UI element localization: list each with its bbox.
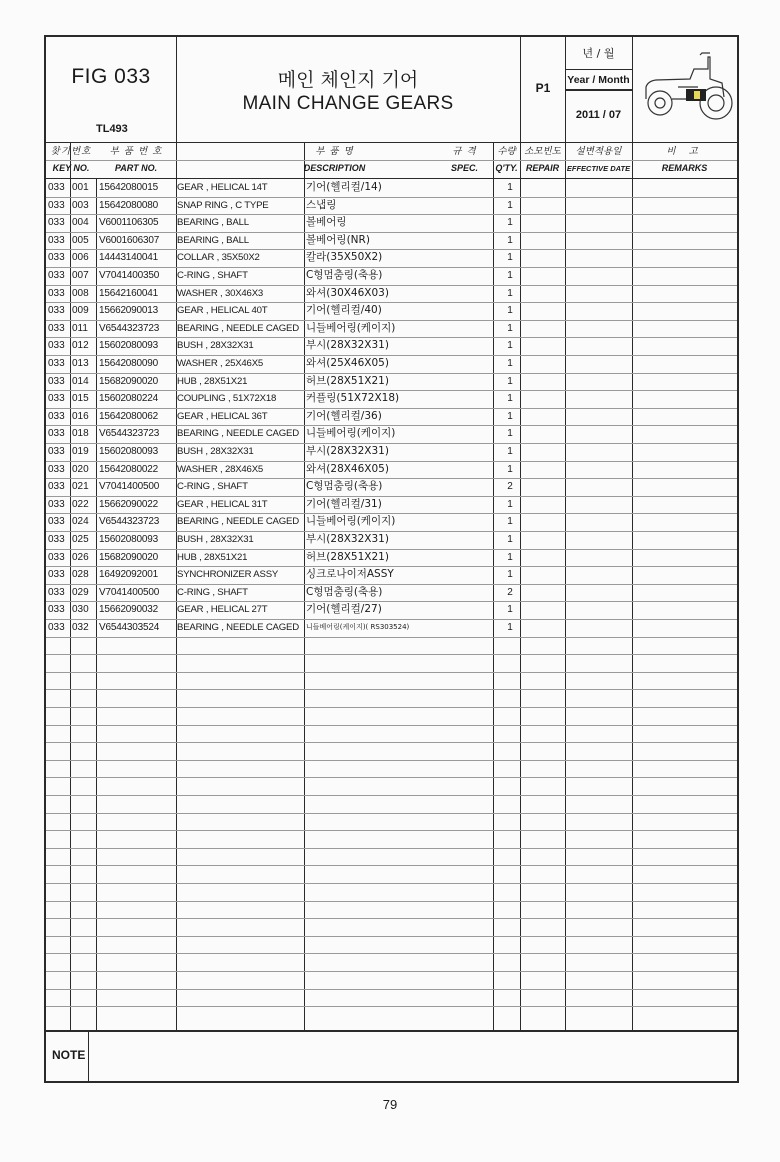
description: SNAP RING , C TYPE <box>177 199 269 211</box>
fig-no: 033 <box>48 375 65 387</box>
key-no: 022 <box>72 498 89 510</box>
part-number: 15602080224 <box>99 393 158 405</box>
fig-no: 033 <box>48 498 65 510</box>
part-number: V6001106305 <box>99 217 159 229</box>
title-korean: 메인 체인지 기어 <box>277 69 419 91</box>
description: COUPLING , 51X72X18 <box>177 393 277 405</box>
key-no: 021 <box>72 481 89 493</box>
table-row <box>46 320 737 338</box>
note-label: NOTE <box>52 1048 86 1062</box>
table-row <box>46 566 737 584</box>
table-row <box>46 373 737 391</box>
description-korean: 칼라(35X50X2) <box>306 251 383 264</box>
description: BEARING , BALL <box>177 234 249 246</box>
description-korean: 니들베어링(케이지) <box>306 427 396 440</box>
description: C-RING , SHAFT <box>177 481 248 493</box>
description-korean: 볼베어링(NR) <box>306 233 370 246</box>
table-row <box>46 531 737 549</box>
table-row <box>46 285 737 303</box>
col-key: 찾기번호 KEY NO. <box>50 146 92 173</box>
fig-no: 033 <box>48 234 65 246</box>
page-code: P1 <box>535 81 551 95</box>
quantity: 2 <box>507 481 513 493</box>
fig-no: 033 <box>48 516 65 528</box>
quantity: 1 <box>507 305 513 317</box>
quantity: 1 <box>507 287 513 299</box>
table-row <box>46 197 737 215</box>
fig-no: 033 <box>48 481 65 493</box>
part-number: 15682090020 <box>99 375 158 387</box>
quantity: 1 <box>507 534 513 545</box>
part-number: 15642080015 <box>99 182 158 193</box>
table-row <box>46 496 737 514</box>
description: BUSH , 28X32X31 <box>177 534 254 545</box>
quantity: 1 <box>507 463 513 475</box>
quantity: 1 <box>507 622 513 633</box>
key-no: 004 <box>72 217 89 229</box>
title-english: MAIN CHANGE GEARS <box>242 93 454 114</box>
fig-no: 033 <box>48 182 65 193</box>
part-number: V7041400500 <box>99 586 160 598</box>
quantity: 1 <box>507 498 513 510</box>
table-row <box>46 302 737 320</box>
col-remarks: 비 고 REMARKS <box>661 146 708 173</box>
description: BEARING , NEEDLE CAGED <box>177 622 299 633</box>
key-no: 030 <box>72 604 89 616</box>
fig-no: 033 <box>48 604 65 616</box>
table-row <box>46 513 737 531</box>
fig-no: 033 <box>48 569 65 581</box>
description-korean: 부시(28X32X31) <box>306 339 389 352</box>
table-row <box>46 214 737 232</box>
description: WASHER , 25X46X5 <box>177 358 264 369</box>
description-korean: 허브(28X51X21) <box>306 550 389 563</box>
description-korean: C형멈춤링(축용) <box>306 585 383 598</box>
quantity: 1 <box>507 270 513 281</box>
description: WASHER , 30X46X3 <box>177 287 264 299</box>
key-no: 014 <box>72 375 89 387</box>
description: HUB , 28X51X21 <box>177 375 248 387</box>
part-number: 15602080093 <box>99 446 158 457</box>
description-korean: 부시(28X32X31) <box>306 445 389 457</box>
key-no: 026 <box>72 551 89 563</box>
fig-no: 033 <box>48 534 65 545</box>
description-korean: 커플링(51X72X18) <box>306 392 400 405</box>
quantity: 1 <box>507 604 513 616</box>
parts-table <box>46 179 737 1030</box>
description-korean: 니들베어링(케이지)( RS303524) <box>306 623 410 631</box>
table-row <box>46 443 737 461</box>
part-number: 14443140041 <box>99 252 158 264</box>
description: BEARING , NEEDLE CAGED <box>177 322 299 334</box>
fig-no: 033 <box>48 393 65 405</box>
description: BEARING , NEEDLE CAGED <box>177 516 299 528</box>
description: C-RING , SHAFT <box>177 270 248 281</box>
fig-no: 033 <box>48 322 65 334</box>
parts-sheet <box>44 35 739 1083</box>
part-number: 15662090032 <box>99 604 158 616</box>
quantity: 1 <box>507 428 513 440</box>
quantity: 1 <box>507 340 513 352</box>
description: GEAR , HELICAL 14T <box>177 182 268 193</box>
description-korean: 볼베어링 <box>306 216 347 229</box>
quantity: 1 <box>507 217 513 229</box>
description: GEAR , HELICAL 27T <box>177 604 268 616</box>
part-number: 15642080080 <box>99 199 158 211</box>
fig-no: 033 <box>48 305 65 317</box>
key-no: 024 <box>72 516 89 528</box>
description: SYNCHRONIZER ASSY <box>177 569 279 581</box>
part-number: V6544303524 <box>99 622 160 633</box>
key-no: 028 <box>72 569 89 581</box>
key-no: 015 <box>72 393 89 405</box>
table-row <box>46 601 737 619</box>
description-korean: 허브(28X51X21) <box>306 374 389 387</box>
key-no: 020 <box>72 463 89 475</box>
fig-no: 033 <box>48 586 65 598</box>
description: BEARING , NEEDLE CAGED <box>177 428 299 440</box>
part-number: 15642160041 <box>99 287 158 299</box>
key-no: 018 <box>72 428 89 440</box>
fig-no: 033 <box>48 340 65 352</box>
description-korean: 기어(헬리컬/14) <box>306 181 382 193</box>
description: COLLAR , 35X50X2 <box>177 252 260 264</box>
table-row <box>46 478 737 496</box>
key-no: 007 <box>72 270 89 281</box>
fig-no: 033 <box>48 463 65 475</box>
quantity: 1 <box>507 551 513 563</box>
key-no: 003 <box>72 199 89 211</box>
description-korean: 와셔(30X46X03) <box>306 286 389 299</box>
part-number: V6544323723 <box>99 516 160 528</box>
description: WASHER , 28X46X5 <box>177 463 264 475</box>
description-korean: 기어(헬리컬/40) <box>306 304 382 317</box>
description: HUB , 28X51X21 <box>177 551 248 563</box>
quantity: 1 <box>507 375 513 387</box>
description: C-RING , SHAFT <box>177 586 248 598</box>
page-number: 79 <box>382 1097 398 1112</box>
fig-no: 033 <box>48 252 65 264</box>
part-number: V6544323723 <box>99 322 160 334</box>
col-qty: 수량 Q'TY. <box>495 146 518 173</box>
table-row <box>46 249 737 267</box>
table-row <box>46 549 737 567</box>
description-korean: 와셔(28X46X05) <box>306 462 389 475</box>
description-korean: C형멈춤링(축용) <box>306 269 383 281</box>
description: GEAR , HELICAL 40T <box>177 305 268 317</box>
col-repair: 소모빈도 REPAIR <box>524 146 561 173</box>
table-row <box>46 355 737 373</box>
key-no: 019 <box>72 446 89 457</box>
key-no: 009 <box>72 305 89 317</box>
description-korean: 니들베어링(케이지) <box>306 515 396 528</box>
quantity: 1 <box>507 569 513 581</box>
year-month-value: 2011 / 07 <box>575 109 622 121</box>
description: BUSH , 28X32X31 <box>177 446 254 457</box>
col-part-no: 부 품 번 호 PART NO. <box>109 146 163 173</box>
key-no: 006 <box>72 252 89 264</box>
key-no: 005 <box>72 234 89 246</box>
fig-no: 033 <box>48 199 65 211</box>
fig-no: 033 <box>48 358 65 369</box>
part-number: 15682090020 <box>99 551 158 563</box>
description-korean: 기어(헬리컬/27) <box>306 603 382 616</box>
description-korean: 기어(헬리컬/31) <box>306 497 382 510</box>
description: GEAR , HELICAL 36T <box>177 410 268 422</box>
description-korean: C형멈춤링(축용) <box>306 480 383 493</box>
part-number: 16492092001 <box>99 569 158 581</box>
model-name: TL493 <box>96 123 128 135</box>
description: BUSH , 28X32X31 <box>177 340 254 352</box>
key-no: 016 <box>72 410 89 422</box>
description-korean: 니들베어링(케이지) <box>306 321 396 334</box>
quantity: 1 <box>507 410 513 422</box>
description: BEARING , BALL <box>177 217 249 229</box>
quantity: 1 <box>507 199 513 211</box>
fig-no: 033 <box>48 410 65 422</box>
figure-number: FIG 033 <box>71 65 151 88</box>
fig-no: 033 <box>48 551 65 563</box>
year-month-label-en: Year / Month <box>567 74 630 86</box>
part-number: V6001606307 <box>99 234 160 246</box>
part-number: V6544323723 <box>99 428 160 440</box>
part-number: 15662090022 <box>99 498 158 510</box>
fig-no: 033 <box>48 446 65 457</box>
quantity: 1 <box>507 234 513 246</box>
table-row <box>46 461 737 479</box>
description-korean: 부시(28X32X31) <box>306 533 389 545</box>
table-row <box>46 425 737 443</box>
description-korean: 기어(헬리컬/36) <box>306 409 382 422</box>
table-row <box>46 179 737 197</box>
table-row <box>46 619 737 637</box>
table-row <box>46 267 737 285</box>
year-month-label-kr: 년 / 월 <box>582 47 615 60</box>
quantity: 1 <box>507 252 513 264</box>
part-number: 15642080022 <box>99 463 158 475</box>
table-row <box>46 390 737 408</box>
part-number: 15662090013 <box>99 305 158 317</box>
quantity: 1 <box>507 322 513 334</box>
fig-no: 033 <box>48 217 65 229</box>
fig-no: 033 <box>48 428 65 440</box>
quantity: 2 <box>507 586 513 598</box>
part-number: V7041400500 <box>99 481 160 493</box>
sheet-header <box>46 37 737 143</box>
description-korean: 와셔(25X46X05) <box>306 357 389 369</box>
part-number: V7041400350 <box>99 270 160 281</box>
key-no: 013 <box>72 358 89 369</box>
quantity: 1 <box>507 446 513 457</box>
quantity: 1 <box>507 358 513 369</box>
quantity: 1 <box>507 182 513 193</box>
key-no: 025 <box>72 534 89 545</box>
table-row <box>46 584 737 602</box>
part-number: 15602080093 <box>99 534 158 545</box>
key-no: 008 <box>72 287 89 299</box>
description-korean: 싱크로나이저ASSY <box>306 568 394 581</box>
description: GEAR , HELICAL 31T <box>177 498 268 510</box>
quantity: 1 <box>507 516 513 528</box>
fig-no: 033 <box>48 622 65 633</box>
note-section <box>46 1030 737 1083</box>
col-effective-date: 설변적용일 EFFECTIVE DATE <box>566 146 631 173</box>
key-no: 029 <box>72 586 89 598</box>
table-row <box>46 232 737 250</box>
col-spec: 규 격 SPEC. <box>450 146 478 173</box>
key-no: 032 <box>72 622 89 633</box>
part-number: 15642080062 <box>99 410 158 422</box>
fig-no: 033 <box>48 270 65 281</box>
col-description: 부 품 명 DESCRIPTION <box>303 146 366 173</box>
description-korean: 스냅링 <box>306 198 337 211</box>
table-row <box>46 337 737 355</box>
key-no: 001 <box>72 182 89 193</box>
table-row <box>46 408 737 426</box>
key-no: 012 <box>72 340 89 352</box>
fig-no: 033 <box>48 287 65 299</box>
tractor-icon <box>638 47 734 131</box>
part-number: 15642080090 <box>99 358 158 369</box>
quantity: 1 <box>507 393 513 405</box>
column-header <box>46 143 737 179</box>
part-number: 15602080093 <box>99 340 158 352</box>
key-no: 011 <box>72 322 88 334</box>
